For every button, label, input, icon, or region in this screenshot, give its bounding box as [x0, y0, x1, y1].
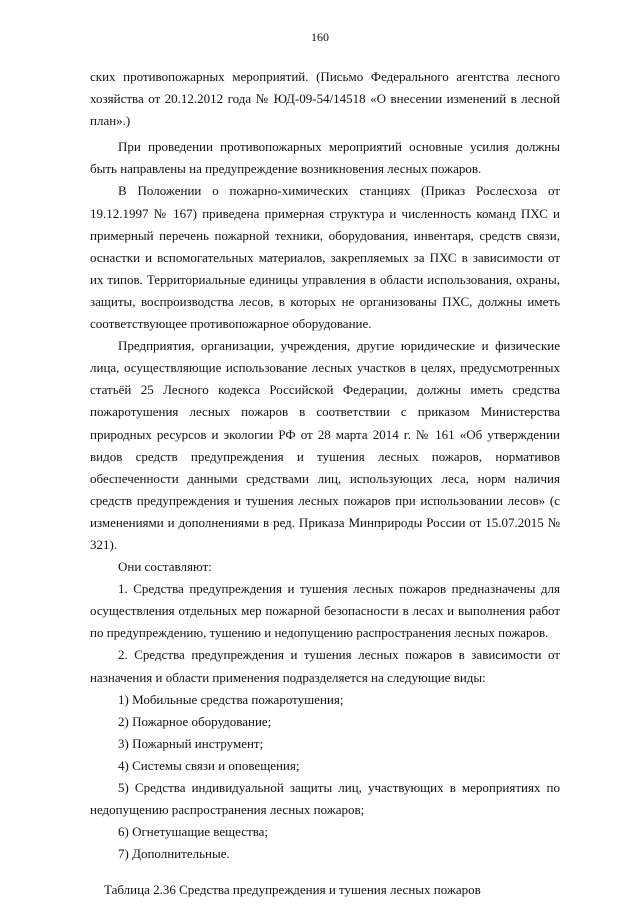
- paragraph-prevention: При проведении противопожарных мероприятий основные усилия должны быть направлены на предупреждение возникновения лесных пожаров.: [90, 139, 560, 177]
- paragraph-continuation: ских противопожарных мероприятий. (Письмо Федерального агентства лесного хозяйства от 20.12.2012 года № ЮД-09-54/14518 «О внесении изменений в лесной план».): [90, 69, 560, 129]
- paragraph-item-1: 1. Средства предупреждения и тушения лесных пожаров предназначены для осуществления отдельных мер пожарной безопасности в лесах и выполнения работ по предупреждению, тушению и недопущению распространения лесных пожаров.: [90, 581, 560, 641]
- table-caption: Таблица 2.36 Средства предупреждения и тушения лесных пожаров: [104, 882, 481, 898]
- list-item: 4) Системы связи и оповещения;: [118, 757, 300, 773]
- list-item: 5) Средства индивидуальной защиты лиц, участвующих в мероприятиях по недопущению распространения лесных пожаров;: [90, 780, 560, 818]
- document-body: [90, 66, 560, 901]
- list-item: 2) Пожарное оборудование;: [118, 713, 272, 729]
- list-item: 7) Дополнительные.: [118, 846, 230, 862]
- paragraph-item-2: 2. Средства предупреждения и тушения лесных пожаров в зависимости от назначения и области применения подразделяется на следующие виды:: [90, 647, 560, 685]
- paragraph-intro-list: Они составляют:: [118, 559, 212, 575]
- paragraph-regulation: В Положении о пожарно-химических станциях (Приказ Рослесхоза от 19.12.1997 № 167) приведена примерная структура и численность команд ПХС и примерный перечень пожарной техники, оборудования, инвентаря, средств связи, оснастки и вспомогательных материалов, закрепляемых за ПХС в зависимости от их типов. Территориальные единицы управления в области использования, охраны, защиты, воспроизводства лесов, в которых не организованы ПХС, должны иметь соответствующее противопожарное оборудование.: [90, 183, 560, 332]
- list-item: 1) Мобильные средства пожаротушения;: [118, 691, 344, 707]
- list-item: 6) Огнетушащие вещества;: [118, 824, 269, 840]
- list-item: 3) Пожарный инструмент;: [118, 735, 264, 751]
- paragraph-enterprises: Предприятия, организации, учреждения, другие юридические и физические лица, осуществляющие использование лесных участков в целях, предусмотренных статьёй 25 Лесного кодекса Российской Федерации, должны иметь средства пожаротушения лесных пожаров в соответствии с приказом Министерства природных ресурсов и экологии РФ от 28 марта 2014 г. № 161 «Об утверждении видов средств предупреждения и тушения лесных пожаров, нормативов обеспеченности данными средствами лиц, использующих леса, норм наличия средств предупреждения и тушения лесных пожаров при использовании лесов» (с изменениями и дополнениями в ред. Приказа Минприроды России от 15.07.2015 № 321).: [90, 338, 560, 552]
- page-number: 160: [311, 30, 329, 44]
